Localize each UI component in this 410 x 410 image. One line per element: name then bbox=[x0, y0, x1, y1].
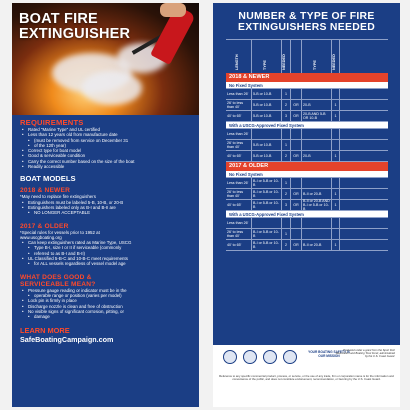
col-header-type-alt: TYPE bbox=[302, 40, 332, 73]
subsection-with-fixed: With a USCG-Approved Fixed System bbox=[226, 211, 388, 218]
cell-length: Less than 26' bbox=[226, 178, 252, 188]
list-item-continued: • of the 12th year) bbox=[20, 143, 191, 148]
list-item: • Discharge nozzle is clean and free of obstruction bbox=[20, 304, 191, 309]
cell-type: 5-B or 10-B bbox=[252, 140, 282, 150]
produced-note: Produced under a grant from the Sport Fish Restoration and Boating Trust Fund, administered by the U.S. Coast Guard. bbox=[335, 349, 395, 359]
cell-type: B-I or 5-B or 10-B bbox=[252, 189, 282, 199]
cell-or: OR bbox=[291, 200, 302, 210]
table-row bbox=[226, 100, 388, 111]
cell-needed bbox=[282, 129, 291, 139]
cell-length: Less than 26' bbox=[226, 218, 252, 228]
slogan-logo: YOUR BOATING SAFETY IS OUR MISSION bbox=[308, 350, 350, 358]
cell-needed-alt bbox=[332, 89, 340, 99]
cell-type: B-I or 5-B or 10-B bbox=[252, 200, 282, 210]
list-item: • Pressure gauge reading or indicator must be in the bbox=[20, 288, 191, 293]
list-item: • Carry the correct number based on the size of the boat bbox=[20, 159, 191, 164]
section-2018-newer: 2018 & NEWER bbox=[226, 73, 388, 82]
cell-length: Less than 26' bbox=[226, 129, 252, 139]
cell-needed: 1 bbox=[282, 229, 291, 239]
agency-seal-icon bbox=[243, 350, 257, 364]
learn-more-heading: LEARN MORE bbox=[20, 326, 70, 336]
subsection-no-fixed: No Fixed System bbox=[226, 82, 388, 89]
cell-type-alt: B-II or 20-B bbox=[302, 189, 332, 199]
disclaimer: Reference to any specific commercial product, process, or service, or the use of any trade, firm or corporation name is for the information and convenience of the public, and does not constitute endorsement, recommendation, or favoring by the U.S. Coast Guard. bbox=[219, 374, 394, 382]
table-title: NUMBER & TYPE OF FIRE EXTINGUISHERS NEEDED bbox=[237, 11, 376, 33]
cell-or: OR bbox=[291, 111, 302, 121]
cell-or bbox=[291, 129, 302, 139]
cell-length: 40' to 65' bbox=[226, 151, 252, 161]
cell-type-alt bbox=[302, 178, 332, 188]
card-content bbox=[12, 115, 199, 344]
cell-length: 26' to less than 40' bbox=[226, 140, 252, 150]
cell-length: Less than 26' bbox=[226, 89, 252, 99]
cell-needed-alt: 1 bbox=[332, 100, 340, 110]
list-item: • No visible signs of significant corrosion, pitting, or bbox=[20, 309, 191, 314]
cell-needed-alt bbox=[332, 229, 340, 239]
hero-fire-image bbox=[12, 3, 199, 115]
cell-or bbox=[291, 218, 302, 228]
cell-or: OR bbox=[291, 100, 302, 110]
col-header-needed-alt: NEEDED bbox=[332, 40, 340, 73]
subsection-no-fixed: No Fixed System bbox=[226, 171, 388, 178]
footer bbox=[213, 345, 400, 407]
requirements-heading: REQUIREMENTS bbox=[20, 118, 84, 127]
cell-type: B-I or 5-B or 10-B bbox=[252, 240, 282, 250]
cell-type: B-I or 5-B or 10-B bbox=[252, 178, 282, 188]
cell-type-alt bbox=[302, 129, 332, 139]
list-item: • Can keep extinguishers rated as Marine Type, USCG bbox=[20, 240, 191, 245]
table-row bbox=[226, 129, 388, 140]
cell-needed-alt: 1 bbox=[332, 111, 340, 121]
list-item-continued: • for ALL vessels regardless of vessel model age bbox=[20, 261, 191, 266]
table-row bbox=[226, 111, 388, 122]
newer-note: *May need to replace fire extinguishers bbox=[20, 194, 96, 200]
table-row bbox=[226, 140, 388, 151]
col-header-type: TYPE bbox=[252, 40, 282, 73]
cell-length: 40' to 65' bbox=[226, 111, 252, 121]
cell-type-alt: 20-B bbox=[302, 100, 332, 110]
older-heading: 2017 & OLDER bbox=[20, 222, 69, 230]
hand-image bbox=[160, 3, 186, 17]
cell-needed: 3 bbox=[282, 111, 291, 121]
cell-needed: 2 bbox=[282, 100, 291, 110]
cell-or: OR bbox=[291, 189, 302, 199]
col-header-blank bbox=[291, 40, 302, 73]
table-row bbox=[226, 89, 388, 100]
cell-needed-alt bbox=[332, 178, 340, 188]
cell-type-alt: B-II or 20-B bbox=[302, 240, 332, 250]
cell-needed-alt bbox=[332, 140, 340, 150]
cell-or bbox=[291, 140, 302, 150]
list-item: • Extinguishers labeled only as B-I and B-II are bbox=[20, 205, 191, 210]
list-item: • UL Classified 5-B-C and 10-B-C meet requirements bbox=[20, 256, 191, 261]
council-seal-icon bbox=[283, 350, 297, 364]
newer-list bbox=[20, 200, 191, 216]
col-header-length: LENGTH bbox=[226, 40, 252, 73]
cell-needed-alt bbox=[332, 129, 340, 139]
table-row bbox=[226, 151, 388, 162]
cell-type: 5-B or 10-B bbox=[252, 111, 282, 121]
subsection-with-fixed: With a USCG-Approved Fixed System bbox=[226, 122, 388, 129]
cell-or: OR bbox=[291, 151, 302, 161]
table-row bbox=[226, 240, 388, 251]
cell-needed-alt: 1 bbox=[332, 240, 340, 250]
cell-type-alt: B-II or 20-B AND B-I or 5-B or 10-B bbox=[302, 200, 332, 210]
auxiliary-seal-icon bbox=[263, 350, 277, 364]
cell-or: OR bbox=[291, 240, 302, 250]
cell-type bbox=[252, 129, 282, 139]
table-column-headers bbox=[226, 39, 388, 73]
good-serviceable-heading: WHAT DOES GOOD & SERVICEABLE MEAN? bbox=[20, 273, 96, 288]
list-item: • Correct type for boat model bbox=[20, 148, 191, 153]
cell-needed: 3 bbox=[282, 200, 291, 210]
cell-length: 40' to 65' bbox=[226, 240, 252, 250]
cell-or bbox=[291, 178, 302, 188]
good-serviceable-list bbox=[20, 288, 191, 320]
cell-type-alt bbox=[302, 218, 332, 228]
older-list bbox=[20, 240, 191, 266]
cell-type: 5-B or 10-B bbox=[252, 151, 282, 161]
cell-or bbox=[291, 229, 302, 239]
cell-needed: 2 bbox=[282, 240, 291, 250]
boat-models-heading: BOAT MODELS bbox=[20, 174, 76, 184]
list-item: • Lock pin is firmly in place bbox=[20, 298, 191, 303]
list-item-continued: • (must be removed from service on December 31 bbox=[20, 138, 191, 143]
extinguisher-table-card bbox=[213, 3, 400, 407]
card-title: BOAT FIRE EXTINGUISHER bbox=[19, 11, 131, 42]
cell-needed: 1 bbox=[282, 89, 291, 99]
cell-length: 26' to less than 40' bbox=[226, 189, 252, 199]
list-item-continued: • Type B-I, size I or II if serviceable (commonly bbox=[20, 245, 191, 250]
older-note-url: www.uscgboating.org bbox=[20, 234, 62, 240]
cell-needed-alt bbox=[332, 218, 340, 228]
extinguisher-table bbox=[226, 39, 388, 251]
cell-needed: 1 bbox=[282, 178, 291, 188]
website-link[interactable]: SafeBoatingCampaign.com bbox=[20, 335, 114, 345]
list-item: • Less than 12 years old from manufacture date bbox=[20, 132, 191, 137]
newer-heading: 2018 & NEWER bbox=[20, 187, 71, 195]
cell-type-alt bbox=[302, 89, 332, 99]
cell-type-alt: 20-B bbox=[302, 151, 332, 161]
cell-needed bbox=[282, 218, 291, 228]
col-header-needed: NEEDED bbox=[282, 40, 291, 73]
cell-type-alt bbox=[302, 140, 332, 150]
cell-needed-alt: 1 bbox=[332, 200, 340, 210]
list-item-continued: • referred to as B-I and B-II) bbox=[20, 251, 191, 256]
cell-type-alt bbox=[302, 229, 332, 239]
table-row bbox=[226, 200, 388, 211]
older-note: *Special rules for vessels prior to 1952 at bbox=[20, 229, 100, 235]
section-2017-older: 2017 & OLDER bbox=[226, 162, 388, 171]
list-item: • Good & serviceable condition bbox=[20, 153, 191, 158]
cell-needed-alt: 1 bbox=[332, 189, 340, 199]
cell-length: 40' to 65' bbox=[226, 200, 252, 210]
list-item-continued: • damage bbox=[20, 314, 191, 319]
list-item: • Readily accessible bbox=[20, 164, 191, 169]
list-item: • Rated "Marine Type" and UL certified bbox=[20, 127, 191, 132]
cell-length: 26' to less than 40' bbox=[226, 229, 252, 239]
list-item-continued: • NO LONGER ACCEPTABLE bbox=[20, 210, 191, 215]
list-item: • Extinguishers must be labeled 5-B, 10-B, or 20-B bbox=[20, 200, 191, 205]
coast-guard-seal-icon bbox=[223, 350, 237, 364]
cell-needed: 2 bbox=[282, 189, 291, 199]
cell-type bbox=[252, 218, 282, 228]
table-row bbox=[226, 218, 388, 229]
table-row bbox=[226, 178, 388, 189]
list-item-continued: • operable range or position (varies per model) bbox=[20, 293, 191, 298]
cell-type: 5-B or 10-B bbox=[252, 89, 282, 99]
cell-needed-alt: 1 bbox=[332, 151, 340, 161]
cell-type: 5-B or 10-B bbox=[252, 100, 282, 110]
cell-length: 26' to less than 40' bbox=[226, 100, 252, 110]
cell-needed: 1 bbox=[282, 140, 291, 150]
cell-needed: 2 bbox=[282, 151, 291, 161]
boat-fire-extinguisher-card bbox=[12, 3, 199, 407]
cell-type-alt: 20-B AND 5-B OR 10-B bbox=[302, 111, 332, 121]
cell-or bbox=[291, 89, 302, 99]
cell-type: B-I or 5-B or 10-B bbox=[252, 229, 282, 239]
requirements-list bbox=[20, 127, 191, 169]
table-row bbox=[226, 229, 388, 240]
